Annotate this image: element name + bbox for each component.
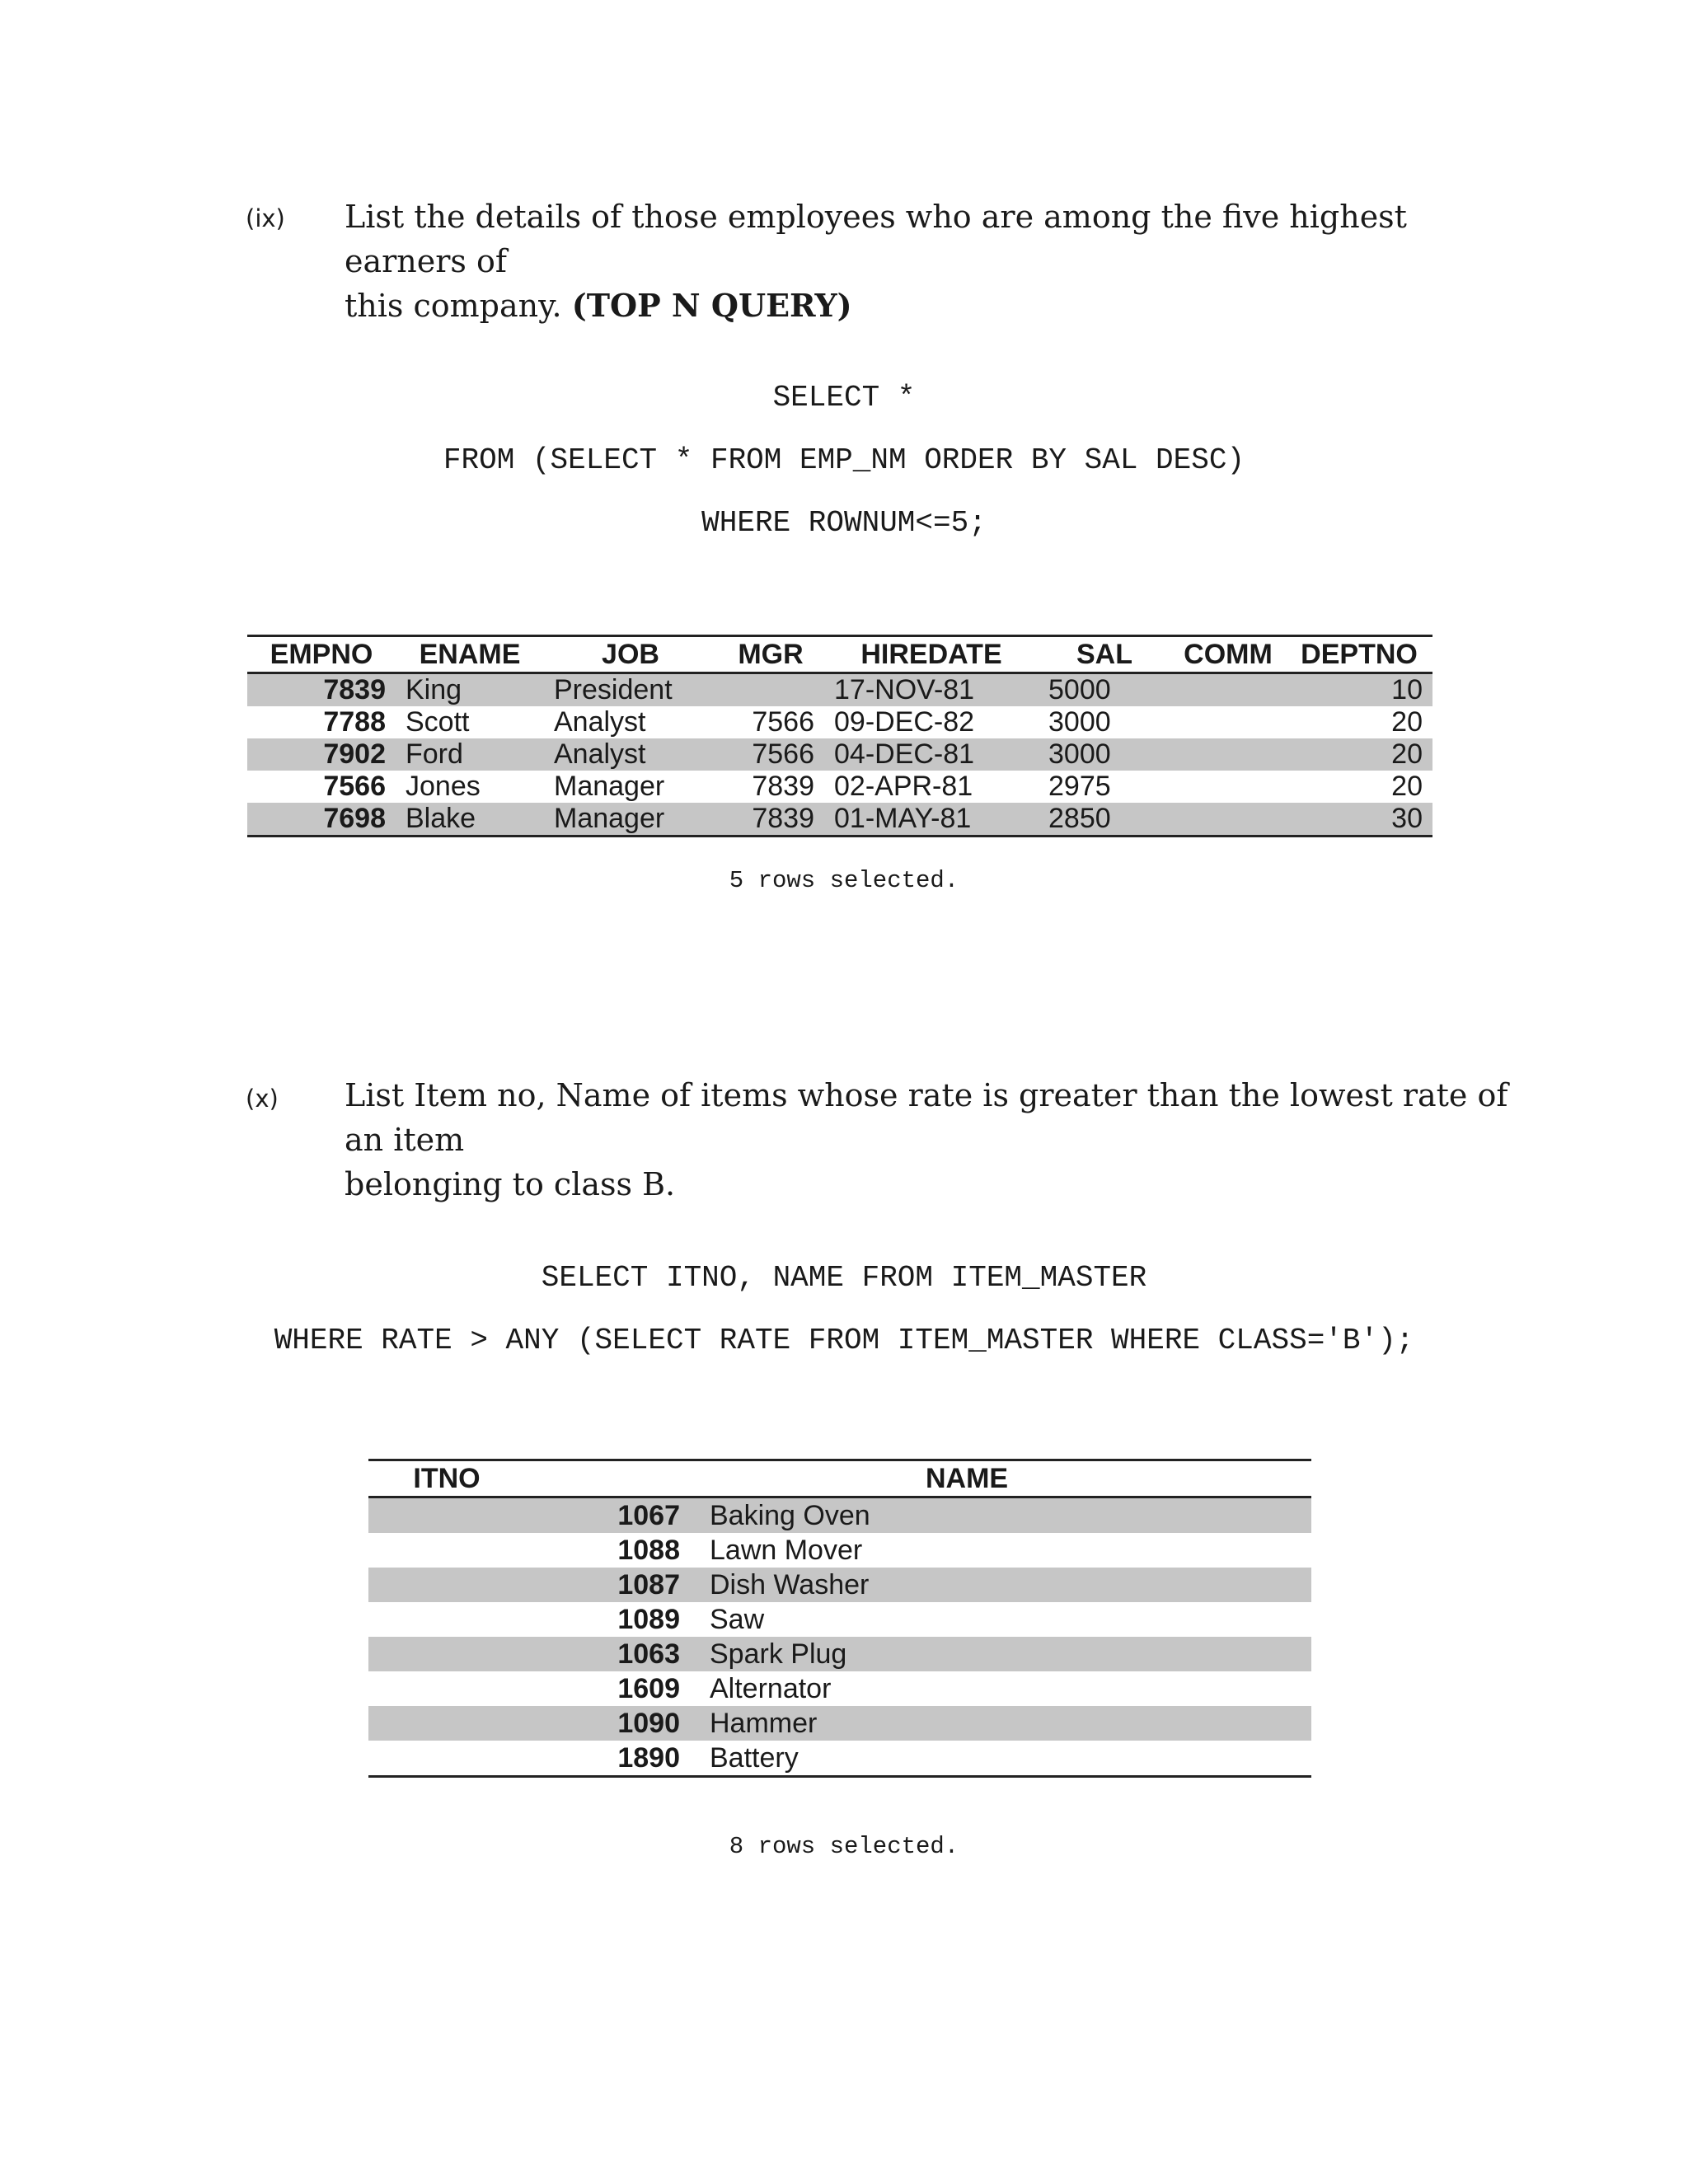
employee-result-table bbox=[247, 635, 1432, 837]
deptno-cell: 20 bbox=[1391, 706, 1423, 738]
comm-cell bbox=[1170, 803, 1286, 837]
mgr-cell: 7566 bbox=[717, 738, 824, 771]
rows-selected-note: 5 rows selected. bbox=[729, 867, 959, 894]
hiredate-cell: 01-MAY-81 bbox=[824, 803, 1039, 837]
job-cell: Manager bbox=[554, 771, 665, 802]
mgr-cell: 7839 bbox=[717, 803, 824, 837]
ename-cell: Scott bbox=[406, 706, 470, 738]
table-row bbox=[247, 673, 1432, 707]
table-header-row bbox=[247, 636, 1432, 673]
job-cell: Analyst bbox=[544, 738, 717, 771]
hiredate-cell: 04-DEC-81 bbox=[824, 738, 1039, 771]
sql-line: WHERE RATE > ANY (SELECT RATE FROM ITEM_MASTER WHERE CLASS='B'); bbox=[274, 1324, 1414, 1357]
itno-cell: 1089 bbox=[617, 1603, 680, 1635]
deptno-cell: 10 bbox=[1286, 673, 1432, 707]
question-line-1: List Item no, Name of items whose rate is greater than the lowest rate of an item bbox=[345, 1077, 1508, 1158]
empno-cell: 7839 bbox=[247, 673, 396, 707]
itno-cell: 1067 bbox=[368, 1497, 690, 1534]
table-row bbox=[247, 706, 1432, 738]
sql-line: SELECT ITNO, NAME FROM ITEM_MASTER bbox=[541, 1261, 1147, 1295]
question-number: (x) bbox=[246, 1085, 279, 1113]
ename-cell: Blake bbox=[396, 803, 544, 837]
itno-cell: 1088 bbox=[617, 1534, 680, 1566]
question-text bbox=[345, 1073, 1515, 1207]
sql-line: WHERE ROWNUM<=5; bbox=[701, 506, 987, 540]
table-row bbox=[247, 738, 1432, 771]
table-row bbox=[368, 1741, 1311, 1777]
comm-cell bbox=[1170, 706, 1286, 738]
deptno-cell: 30 bbox=[1286, 803, 1432, 837]
empno-cell: 7788 bbox=[323, 706, 386, 738]
table-row bbox=[368, 1671, 1311, 1706]
name-cell: Battery bbox=[690, 1741, 1311, 1777]
name-cell: Lawn Mover bbox=[710, 1534, 863, 1566]
itno-cell: 1063 bbox=[368, 1637, 690, 1671]
comm-cell bbox=[1170, 771, 1286, 803]
ename-cell: Jones bbox=[406, 771, 481, 802]
column-header: MGR bbox=[717, 636, 824, 673]
question-line-2-text: this company. bbox=[345, 288, 562, 324]
column-header: JOB bbox=[544, 636, 717, 673]
name-cell: Dish Washer bbox=[690, 1568, 1311, 1602]
empno-cell: 7902 bbox=[247, 738, 396, 771]
column-header: COMM bbox=[1170, 636, 1286, 673]
column-header: ENAME bbox=[396, 636, 544, 673]
comm-cell bbox=[1170, 673, 1286, 707]
table-header-row bbox=[368, 1460, 1311, 1497]
hiredate-cell: 17-NOV-81 bbox=[824, 673, 1039, 707]
question-text bbox=[345, 194, 1498, 328]
sal-cell: 5000 bbox=[1039, 673, 1170, 707]
name-cell: Saw bbox=[710, 1603, 765, 1635]
mgr-cell: 7839 bbox=[752, 771, 814, 802]
question-number: (ix) bbox=[246, 204, 285, 232]
empno-cell: 7566 bbox=[323, 771, 386, 802]
sal-cell: 3000 bbox=[1039, 738, 1170, 771]
column-header: DEPTNO bbox=[1286, 636, 1432, 673]
table-row bbox=[247, 803, 1432, 837]
table-row bbox=[368, 1706, 1311, 1741]
itno-cell: 1890 bbox=[368, 1741, 690, 1777]
itno-cell: 1087 bbox=[368, 1568, 690, 1602]
mgr-cell: 7566 bbox=[752, 706, 814, 738]
column-header: SAL bbox=[1039, 636, 1170, 673]
table-row bbox=[368, 1602, 1311, 1637]
sal-cell: 2850 bbox=[1039, 803, 1170, 837]
job-cell: Analyst bbox=[554, 706, 646, 738]
table-row bbox=[368, 1497, 1311, 1534]
query-type-tag: (TOP N QUERY) bbox=[571, 287, 852, 324]
column-header: NAME bbox=[690, 1460, 1311, 1497]
name-cell: Spark Plug bbox=[690, 1637, 1311, 1671]
itno-cell: 1090 bbox=[368, 1706, 690, 1741]
ename-cell: Ford bbox=[396, 738, 544, 771]
table-row bbox=[368, 1568, 1311, 1602]
column-header: EMPNO bbox=[247, 636, 396, 673]
deptno-cell: 20 bbox=[1286, 738, 1432, 771]
table-row bbox=[368, 1637, 1311, 1671]
empno-cell: 7698 bbox=[247, 803, 396, 837]
deptno-cell: 20 bbox=[1391, 771, 1423, 802]
comm-cell bbox=[1170, 738, 1286, 771]
ename-cell: King bbox=[396, 673, 544, 707]
job-cell: President bbox=[544, 673, 717, 707]
question-line-2 bbox=[345, 284, 1498, 328]
job-cell: Manager bbox=[544, 803, 717, 837]
sal-cell: 2975 bbox=[1048, 771, 1111, 802]
name-cell: Alternator bbox=[710, 1672, 832, 1704]
sql-line: SELECT * bbox=[772, 381, 916, 415]
hiredate-cell: 09-DEC-82 bbox=[834, 706, 975, 738]
name-cell: Baking Oven bbox=[690, 1497, 1311, 1534]
sal-cell: 3000 bbox=[1048, 706, 1111, 738]
rows-selected-note: 8 rows selected. bbox=[729, 1833, 959, 1860]
table-row bbox=[247, 771, 1432, 803]
itno-cell: 1609 bbox=[617, 1672, 680, 1704]
question-line-1: List the details of those employees who are among the five highest earners of bbox=[345, 199, 1407, 279]
sql-line: FROM (SELECT * FROM EMP_NM ORDER BY SAL DESC) bbox=[443, 443, 1245, 477]
question-line-2: belonging to class B. bbox=[345, 1166, 676, 1202]
item-result-table bbox=[368, 1459, 1311, 1778]
name-cell: Hammer bbox=[690, 1706, 1311, 1741]
table-row bbox=[368, 1533, 1311, 1568]
column-header: HIREDATE bbox=[824, 636, 1039, 673]
mgr-cell bbox=[717, 673, 824, 707]
hiredate-cell: 02-APR-81 bbox=[834, 771, 973, 802]
column-header: ITNO bbox=[368, 1460, 690, 1497]
